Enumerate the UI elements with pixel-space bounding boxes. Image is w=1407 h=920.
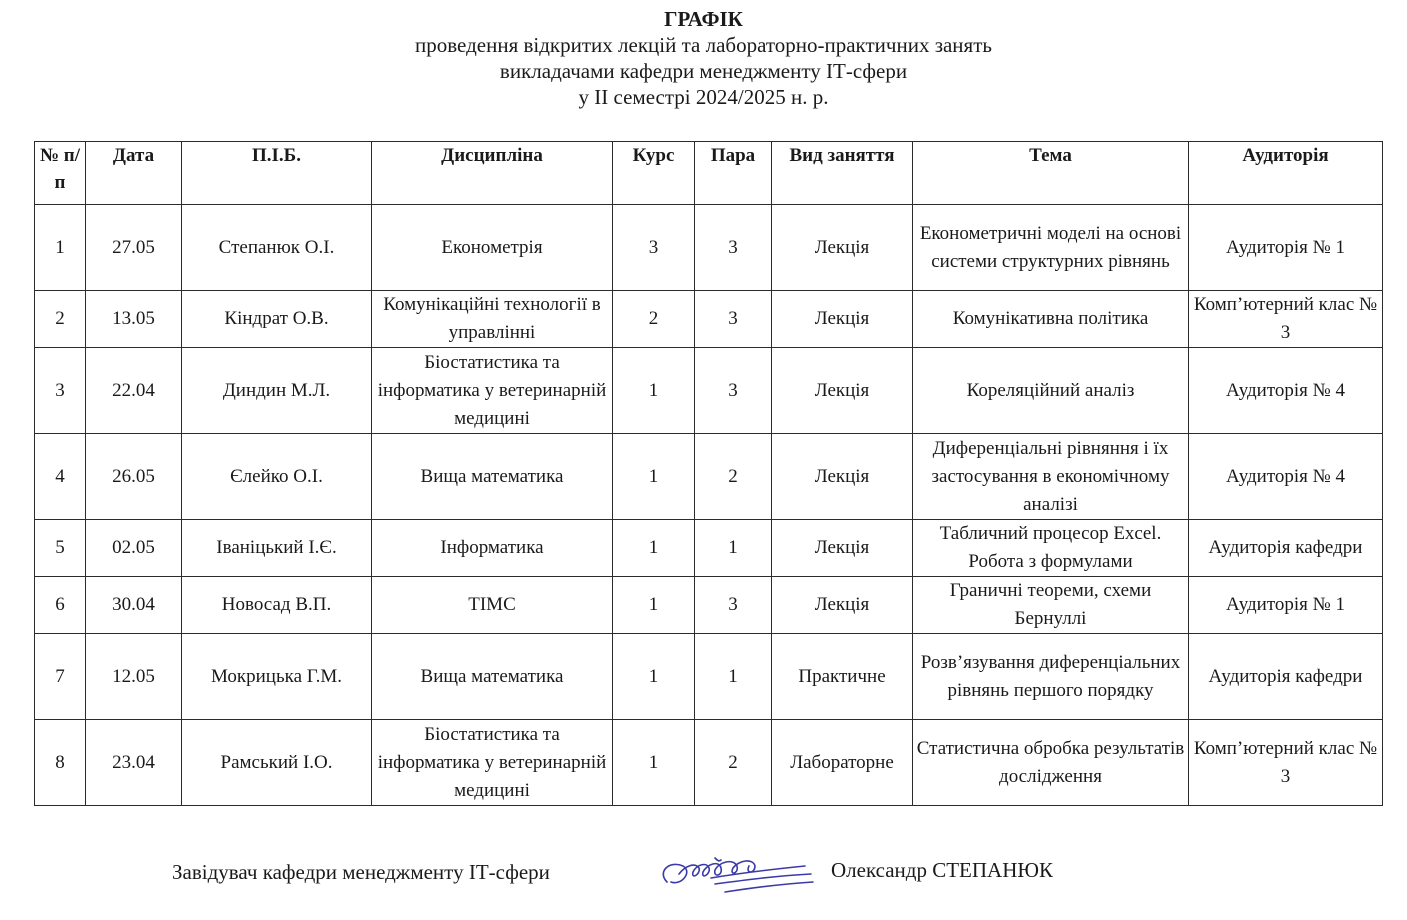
document-title: ГРАФІК [664, 7, 743, 31]
cell-pair: 1 [695, 634, 772, 720]
column-header-course: Курс [613, 142, 695, 205]
document-header [0, 6, 1407, 110]
table-row [35, 348, 1383, 434]
cell-name: Степанюк О.І. [182, 205, 372, 291]
cell-topic: Економетричні моделі на основі системи структурних рівнянь [913, 205, 1189, 291]
table-row [35, 577, 1383, 634]
cell-pair: 1 [695, 520, 772, 577]
cell-discipline: Біостатистика та інформатика у ветеринарній медицині [372, 720, 613, 806]
cell-num: 3 [35, 348, 86, 434]
cell-pair: 3 [695, 291, 772, 348]
cell-date: 23.04 [86, 720, 182, 806]
cell-pair: 3 [695, 205, 772, 291]
cell-pair: 2 [695, 720, 772, 806]
cell-type: Лекція [772, 577, 913, 634]
cell-num: 2 [35, 291, 86, 348]
cell-room: Аудиторія № 1 [1189, 205, 1383, 291]
cell-room: Аудиторія № 4 [1189, 434, 1383, 520]
cell-type: Лабораторне [772, 720, 913, 806]
cell-pair: 3 [695, 348, 772, 434]
column-header-name: П.І.Б. [182, 142, 372, 205]
cell-date: 22.04 [86, 348, 182, 434]
cell-topic: Граничні теореми, схеми Бернуллі [913, 577, 1189, 634]
column-header-type: Вид заняття [772, 142, 913, 205]
cell-topic: Розв’язування диференціальних рівнянь першого порядку [913, 634, 1189, 720]
head-name: Олександр СТЕПАНЮК [831, 858, 1053, 882]
cell-num: 6 [35, 577, 86, 634]
table-row [35, 291, 1383, 348]
cell-topic: Статистична обробка результатів дослідження [913, 720, 1189, 806]
cell-room: Аудиторія № 4 [1189, 348, 1383, 434]
cell-date: 02.05 [86, 520, 182, 577]
title-line-1: проведення відкритих лекцій та лабораторно-практичних занять [415, 33, 992, 57]
cell-num: 4 [35, 434, 86, 520]
cell-discipline: Вища математика [372, 634, 613, 720]
cell-date: 12.05 [86, 634, 182, 720]
cell-pair: 2 [695, 434, 772, 520]
table-row [35, 720, 1383, 806]
cell-pair: 3 [695, 577, 772, 634]
cell-discipline: Комунікаційні технології в управлінні [372, 291, 613, 348]
table-row [35, 520, 1383, 577]
cell-name: Єлейко О.І. [182, 434, 372, 520]
cell-type: Практичне [772, 634, 913, 720]
column-header-room: Аудиторія [1189, 142, 1383, 205]
cell-num: 7 [35, 634, 86, 720]
cell-topic: Кореляційний аналіз [913, 348, 1189, 434]
cell-room: Комп’ютерний клас № 3 [1189, 720, 1383, 806]
head-position: Завідувач кафедри менеджменту ІТ-сфери [172, 860, 550, 884]
cell-room: Аудиторія кафедри [1189, 520, 1383, 577]
cell-course: 1 [613, 634, 695, 720]
cell-num: 8 [35, 720, 86, 806]
schedule-table [34, 141, 1383, 806]
cell-type: Лекція [772, 205, 913, 291]
cell-discipline: Економетрія [372, 205, 613, 291]
table-row [35, 205, 1383, 291]
cell-discipline: Інформатика [372, 520, 613, 577]
column-header-date: Дата [86, 142, 182, 205]
column-header-discipline: Дисципліна [372, 142, 613, 205]
cell-name: Кіндрат О.В. [182, 291, 372, 348]
column-header-pair: Пара [695, 142, 772, 205]
cell-course: 1 [613, 577, 695, 634]
cell-room: Аудиторія кафедри [1189, 634, 1383, 720]
table-body [35, 205, 1383, 806]
cell-topic: Диференціальні рівняння і їх застосування в економічному аналізі [913, 434, 1189, 520]
cell-date: 30.04 [86, 577, 182, 634]
cell-discipline: ТІМС [372, 577, 613, 634]
cell-type: Лекція [772, 434, 913, 520]
cell-name: Новосад В.П. [182, 577, 372, 634]
cell-type: Лекція [772, 520, 913, 577]
cell-course: 1 [613, 520, 695, 577]
cell-discipline: Вища математика [372, 434, 613, 520]
table-row [35, 434, 1383, 520]
cell-course: 2 [613, 291, 695, 348]
cell-name: Рамський І.О. [182, 720, 372, 806]
cell-name: Диндин М.Л. [182, 348, 372, 434]
cell-discipline: Біостатистика та інформатика у ветеринарній медицині [372, 348, 613, 434]
cell-room: Аудиторія № 1 [1189, 577, 1383, 634]
cell-date: 13.05 [86, 291, 182, 348]
table-header-row [35, 142, 1383, 205]
cell-date: 27.05 [86, 205, 182, 291]
cell-topic: Табличний процесор Excel. Робота з формулами [913, 520, 1189, 577]
cell-name: Іваніцький І.Є. [182, 520, 372, 577]
title-line-2: викладачами кафедри менеджменту ІТ-сфери [499, 59, 908, 83]
cell-course: 1 [613, 720, 695, 806]
cell-course: 1 [613, 348, 695, 434]
table-row [35, 634, 1383, 720]
cell-type: Лекція [772, 348, 913, 434]
cell-topic: Комунікативна політика [913, 291, 1189, 348]
signature-image [655, 848, 820, 910]
cell-type: Лекція [772, 291, 913, 348]
column-header-num: № п/п [35, 142, 86, 205]
cell-num: 5 [35, 520, 86, 577]
cell-room: Комп’ютерний клас № 3 [1189, 291, 1383, 348]
cell-name: Мокрицька Г.М. [182, 634, 372, 720]
cell-course: 1 [613, 434, 695, 520]
cell-date: 26.05 [86, 434, 182, 520]
cell-num: 1 [35, 205, 86, 291]
cell-course: 3 [613, 205, 695, 291]
document-footer [0, 856, 1407, 896]
column-header-topic: Тема [913, 142, 1189, 205]
title-line-3: у ІІ семестрі 2024/2025 н. р. [578, 85, 829, 109]
